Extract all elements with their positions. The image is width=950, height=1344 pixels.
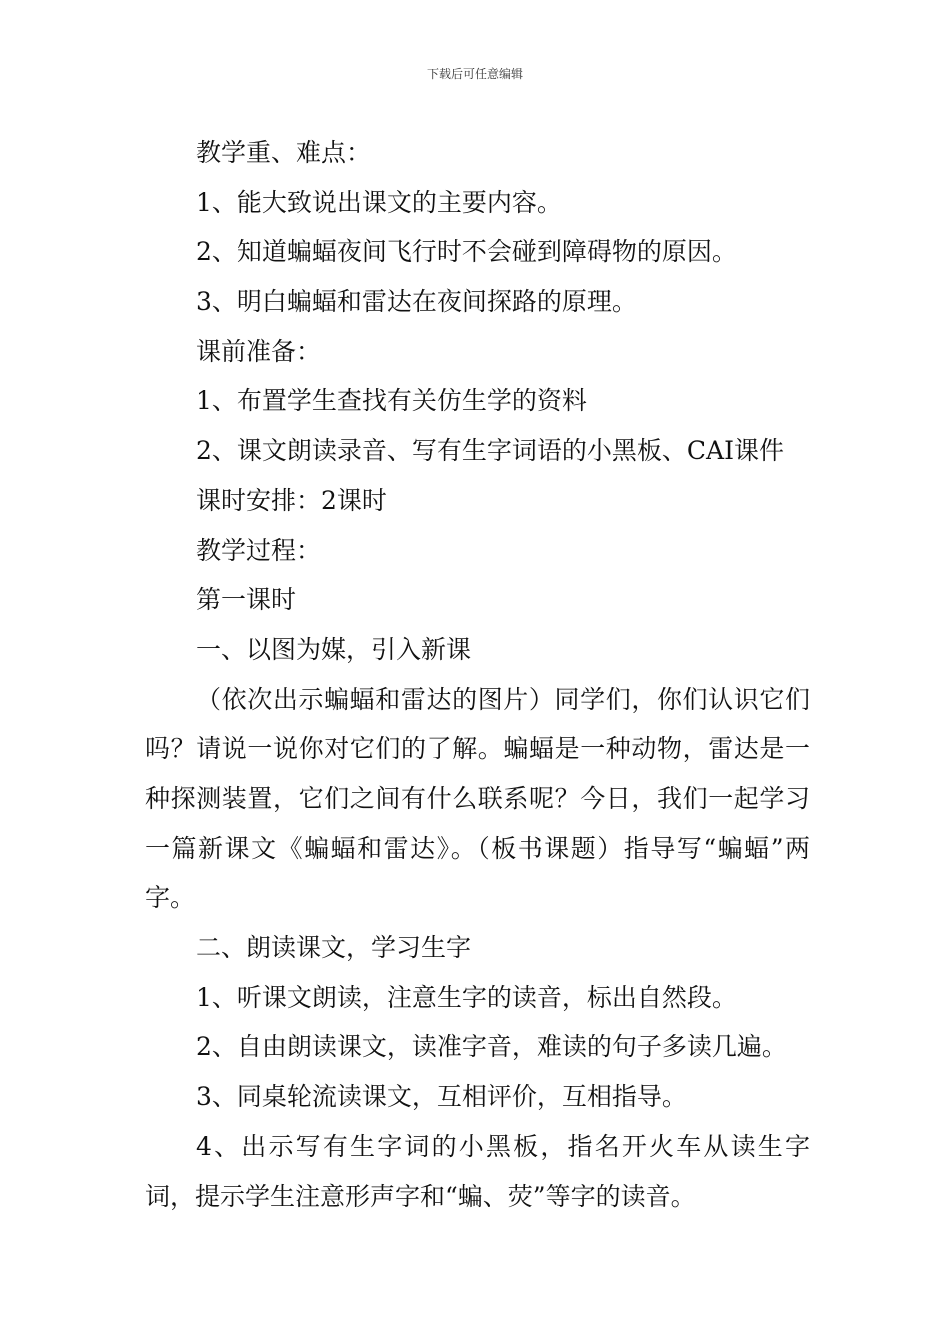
- heading-key-points: 教学重、难点：: [196, 138, 372, 167]
- heading-process: 教学过程：: [196, 535, 322, 565]
- reading-step-4-text: 4、出示写有生字词的小黑板，指名开火车从读生字词，提示学生注意形声字和“蝙、荧”等字的读音。: [145, 1131, 810, 1211]
- schedule-line: 课时安排：2课时: [196, 485, 387, 515]
- heading-first-lesson: 第一课时: [196, 585, 297, 615]
- reading-step-4-paragraph: [145, 1122, 810, 1221]
- intro-paragraph: [145, 675, 810, 924]
- reading-step-2: 2、自由朗读课文，读准字音，难读的句子多读几遍。: [196, 1032, 787, 1062]
- key-point-1: 1、能大致说出课文的主要内容。: [196, 187, 562, 217]
- preparation-1: 1、布置学生查找有关仿生学的资料: [196, 386, 587, 416]
- heading-preparation: 课前准备：: [196, 336, 322, 366]
- document-body: [145, 128, 810, 1221]
- key-point-3: 3、明白蝙蝠和雷达在夜间探路的原理。: [196, 287, 637, 317]
- page-header: 下载后可任意编辑: [426, 67, 523, 81]
- intro-paragraph-text: （依次出示蝙蝠和雷达的图片）同学们，你们认识它们吗？请说一说你对它们的了解。蝙蝠是一种动物，雷达是一种探测装置，它们之间有什么联系呢？今日，我们一起学习一篇新课文《蝙蝠和雷达》。（板书课题）指导写“蝙蝠”两字。: [145, 684, 810, 913]
- key-point-2: 2、知道蝙蝠夜间飞行时不会碰到障碍物的原因。: [196, 237, 737, 267]
- section-1-title: 一、以图为媒，引入新课: [196, 634, 472, 664]
- reading-step-3: 3、同桌轮流读课文，互相评价，互相指导。: [196, 1082, 687, 1112]
- reading-step-1: 1、听课文朗读，注意生字的读音，标出自然段。: [196, 982, 737, 1012]
- preparation-2: 2、课文朗读录音、写有生字词语的小黑板、CAI课件: [196, 436, 784, 466]
- section-2-title: 二、朗读课文，学习生字: [196, 933, 472, 963]
